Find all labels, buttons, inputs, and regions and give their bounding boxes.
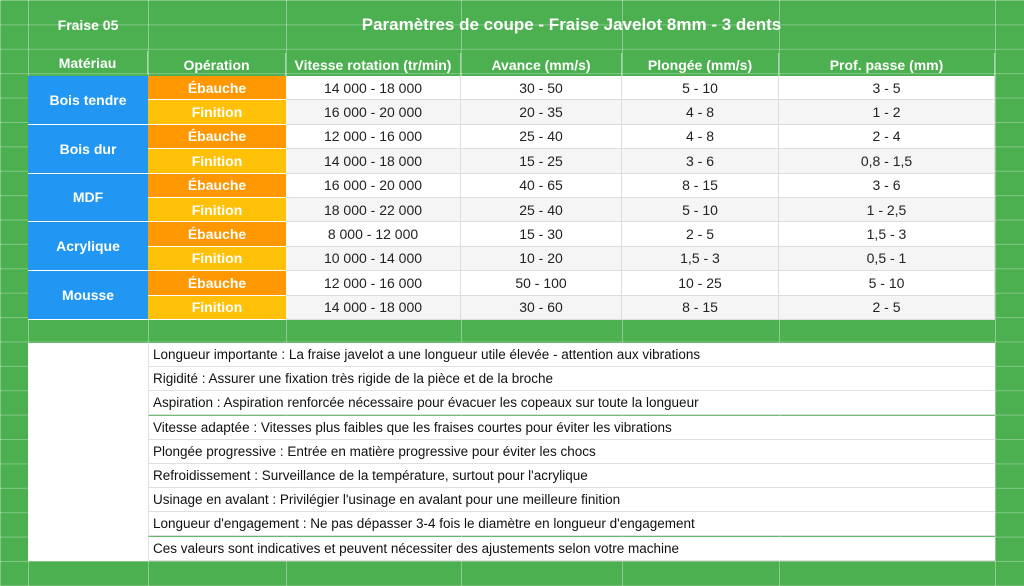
note-row[interactable]: Usinage en avalant : Privilégier l'usinage en avalant pour une meilleure finition bbox=[148, 488, 995, 512]
plunge-cell[interactable]: 4 - 8 bbox=[622, 100, 779, 124]
depth-cell[interactable]: 1 - 2 bbox=[779, 100, 995, 124]
speed-cell[interactable]: 12 000 - 16 000 bbox=[286, 271, 461, 295]
plunge-cell[interactable]: 5 - 10 bbox=[622, 198, 779, 222]
depth-cell[interactable]: 1,5 - 3 bbox=[779, 222, 995, 246]
depth-cell[interactable]: 3 - 5 bbox=[779, 76, 995, 100]
plunge-cell[interactable]: 8 - 15 bbox=[622, 296, 779, 320]
depth-cell[interactable]: 2 - 5 bbox=[779, 296, 995, 320]
speed-cell[interactable]: 14 000 - 18 000 bbox=[286, 149, 461, 173]
material-cell[interactable]: Bois tendre bbox=[28, 76, 148, 125]
feed-cell[interactable]: 25 - 40 bbox=[461, 198, 622, 222]
speed-cell[interactable]: 16 000 - 20 000 bbox=[286, 100, 461, 124]
speed-cell[interactable]: 12 000 - 16 000 bbox=[286, 125, 461, 149]
feed-cell[interactable]: 20 - 35 bbox=[461, 100, 622, 124]
material-cell[interactable]: Acrylique bbox=[28, 222, 148, 271]
operation-cell[interactable]: Ébauche bbox=[148, 174, 286, 198]
operation-cell[interactable]: Finition bbox=[148, 149, 286, 173]
depth-cell[interactable]: 2 - 4 bbox=[779, 125, 995, 149]
feed-cell[interactable]: 40 - 65 bbox=[461, 174, 622, 198]
depth-cell[interactable]: 0,8 - 1,5 bbox=[779, 149, 995, 173]
note-row[interactable]: Longueur importante : La fraise javelot a une longueur utile élevée - attention aux vibrations bbox=[148, 343, 995, 367]
depth-cell[interactable]: 3 - 6 bbox=[779, 174, 995, 198]
plunge-cell[interactable]: 8 - 15 bbox=[622, 174, 779, 198]
plunge-cell[interactable]: 5 - 10 bbox=[622, 76, 779, 100]
note-row[interactable]: Rigidité : Assurer une fixation très rigide de la pièce et de la broche bbox=[148, 367, 995, 391]
operation-cell[interactable]: Ébauche bbox=[148, 271, 286, 295]
operation-cell[interactable]: Ébauche bbox=[148, 76, 286, 100]
sheet-title: Paramètres de coupe - Fraise Javelot 8mm - 3 dents bbox=[361, 15, 782, 34]
operation-cell[interactable]: Finition bbox=[148, 296, 286, 320]
feed-cell[interactable]: 15 - 30 bbox=[461, 222, 622, 246]
feed-cell[interactable]: 50 - 100 bbox=[461, 271, 622, 295]
depth-cell[interactable]: 5 - 10 bbox=[779, 271, 995, 295]
depth-cell[interactable]: 1 - 2,5 bbox=[779, 198, 995, 222]
speed-cell[interactable]: 14 000 - 18 000 bbox=[286, 76, 461, 100]
header-operation[interactable]: Opération bbox=[148, 53, 286, 77]
material-cell[interactable]: Mousse bbox=[28, 271, 148, 320]
operation-cell[interactable]: Ébauche bbox=[148, 125, 286, 149]
note-row[interactable]: Ces valeurs sont indicatives et peuvent nécessiter des ajustements selon votre machine bbox=[148, 537, 995, 561]
speed-cell[interactable]: 16 000 - 20 000 bbox=[286, 174, 461, 198]
material-cell[interactable]: Bois dur bbox=[28, 125, 148, 174]
plunge-cell[interactable]: 4 - 8 bbox=[622, 125, 779, 149]
sheet-tab-label[interactable]: Fraise 05 bbox=[57, 17, 119, 33]
header-plunge[interactable]: Plongée (mm/s) bbox=[622, 53, 779, 77]
operation-cell[interactable]: Finition bbox=[148, 247, 286, 271]
header-speed[interactable]: Vitesse rotation (tr/min) bbox=[286, 53, 461, 77]
header-material[interactable]: Matériau bbox=[28, 51, 148, 74]
note-row[interactable]: Refroidissement : Surveillance de la température, surtout pour l'acrylique bbox=[148, 464, 995, 488]
operation-cell[interactable]: Finition bbox=[148, 100, 286, 124]
feed-cell[interactable]: 30 - 50 bbox=[461, 76, 622, 100]
plunge-cell[interactable]: 2 - 5 bbox=[622, 222, 779, 246]
plunge-cell[interactable]: 10 - 25 bbox=[622, 271, 779, 295]
operation-cell[interactable]: Finition bbox=[148, 198, 286, 222]
speed-cell[interactable]: 8 000 - 12 000 bbox=[286, 222, 461, 246]
plunge-cell[interactable]: 1,5 - 3 bbox=[622, 247, 779, 271]
notes-margin bbox=[28, 343, 148, 561]
speed-cell[interactable]: 10 000 - 14 000 bbox=[286, 247, 461, 271]
plunge-cell[interactable]: 3 - 6 bbox=[622, 149, 779, 173]
depth-cell[interactable]: 0,5 - 1 bbox=[779, 247, 995, 271]
header-feed[interactable]: Avance (mm/s) bbox=[461, 53, 622, 77]
header-depth[interactable]: Prof. passe (mm) bbox=[779, 53, 995, 77]
material-cell[interactable]: MDF bbox=[28, 174, 148, 223]
feed-cell[interactable]: 30 - 60 bbox=[461, 296, 622, 320]
feed-cell[interactable]: 15 - 25 bbox=[461, 149, 622, 173]
note-row[interactable]: Vitesse adaptée : Vitesses plus faibles que les fraises courtes pour éviter les vibrations bbox=[148, 416, 995, 440]
note-row[interactable]: Plongée progressive : Entrée en matière progressive pour éviter les chocs bbox=[148, 440, 995, 464]
note-row[interactable]: Aspiration : Aspiration renforcée nécessaire pour évacuer les copeaux sur toute la longueur bbox=[148, 391, 995, 415]
operation-cell[interactable]: Ébauche bbox=[148, 222, 286, 246]
note-row[interactable]: Longueur d'engagement : Ne pas dépasser 3-4 fois le diamètre en longueur d'engagement bbox=[148, 512, 995, 536]
speed-cell[interactable]: 18 000 - 22 000 bbox=[286, 198, 461, 222]
feed-cell[interactable]: 10 - 20 bbox=[461, 247, 622, 271]
speed-cell[interactable]: 14 000 - 18 000 bbox=[286, 296, 461, 320]
feed-cell[interactable]: 25 - 40 bbox=[461, 125, 622, 149]
